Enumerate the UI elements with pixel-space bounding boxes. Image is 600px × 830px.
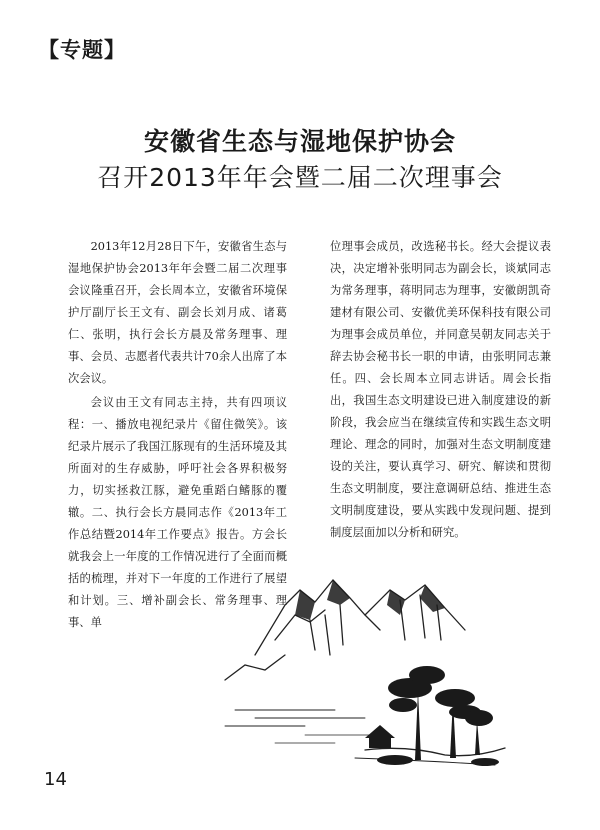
paragraph-continuation: 位理事会成员，改选秘书长。经大会提议表决，决定增补张明同志为副会长，谈斌同志为常务理事，蒋明同志为理事，安徽朗凯奇建材有限公司、安徽优美环保科技有限公司为理事会成员单位，并同意吴朝友同志关于辞去协会秘书长一职的申请，由张明同志兼任。四、会长周本立同志讲话。周会长指出，我国生态文明建设已进入制度建设的新阶段，我会应当在继续宣传和实践生态文明理论、理念的同时，加强对生态文明制度建设的关注，要认真学习、研究、解读和贯彻生态文明制度，要注意调研总结、推进生态文明制度建设，要从实践中发现问题、提到制度层面加以分析和研究。 [330, 240, 551, 539]
article-title-line2: 召开2013年年会暨二届二次理事会 [97, 163, 503, 192]
page-number: 14 [44, 769, 67, 790]
article-title-line1: 安徽省生态与湿地保护协会 [143, 127, 456, 156]
landscape-ink-painting [215, 560, 515, 780]
right-text-column [330, 236, 551, 544]
paragraph-opening: 2013年12月28日下午，安徽省生态与湿地保护协会2013年年会暨二届二次理事会议隆重召开，会长周本立，安徽省环境保护厅副厅长王文有、副会长刘月成、诸葛仁、张明，执行会长方晨及常务理事、理事、会员、志愿者代表共计70余人出席了本次会议。 [68, 240, 287, 385]
section-tag: 【专题】 [38, 38, 126, 62]
paragraph-agenda: 会议由王文有同志主持，共有四项议程：一、播放电视纪录片《留住微笑》。该纪录片展示了我国江豚现有的生活环境及其所面对的生存威胁，呼吁社会各界积极努力，切实拯救江豚，避免重蹈白鳍豚的覆辙。二、执行会长方晨同志作《2013年工作总结暨2014年工作要点》报告。方会长就我会上一年度的工作情况进行了全面而概括的梳理，并对下一年度的工作进行了展望和计划。三、增补副会长、常务理事、理事、单 [68, 396, 287, 629]
